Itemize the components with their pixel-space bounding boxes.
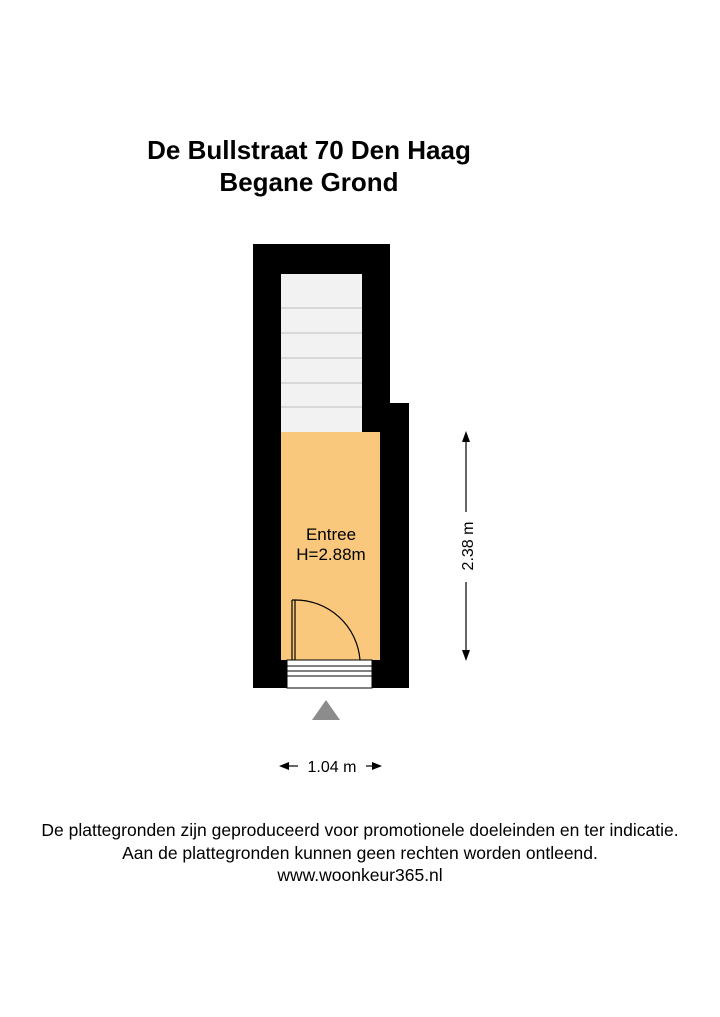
disclaimer-line-1: De plattegronden zijn geproduceerd voor promotionele doeleinden en ter indicatie. [41, 820, 679, 840]
plan-title-address: De Bullstraat 70 Den Haag [147, 135, 471, 165]
room-entree-label: Entree [305, 525, 357, 544]
dimension-width-label: 1.04 m [307, 759, 357, 776]
website-link[interactable]: www.woonkeur365.nl [277, 865, 443, 885]
threshold-frame [287, 660, 372, 688]
plan-title-floor: Begane Grond [219, 167, 399, 197]
room-entree-height: H=2.88m [296, 545, 366, 564]
stairs-fill [281, 274, 362, 432]
disclaimer-line-2: Aan de plattegronden kunnen geen rechten worden ontleend. [122, 843, 598, 863]
arrow-down-icon [462, 650, 470, 661]
door-threshold [287, 660, 372, 688]
arrow-up-icon [462, 431, 470, 442]
wall-left [253, 244, 281, 688]
wall-right [380, 403, 409, 688]
dimension-depth-label: 2.38 m [460, 521, 477, 571]
arrow-right-icon [372, 762, 382, 770]
arrow-left-icon [279, 762, 289, 770]
wall-bottom-left [253, 660, 287, 688]
wall-bottom-right [372, 660, 409, 688]
entrance-arrow-icon [312, 700, 340, 720]
staircase [281, 274, 362, 432]
